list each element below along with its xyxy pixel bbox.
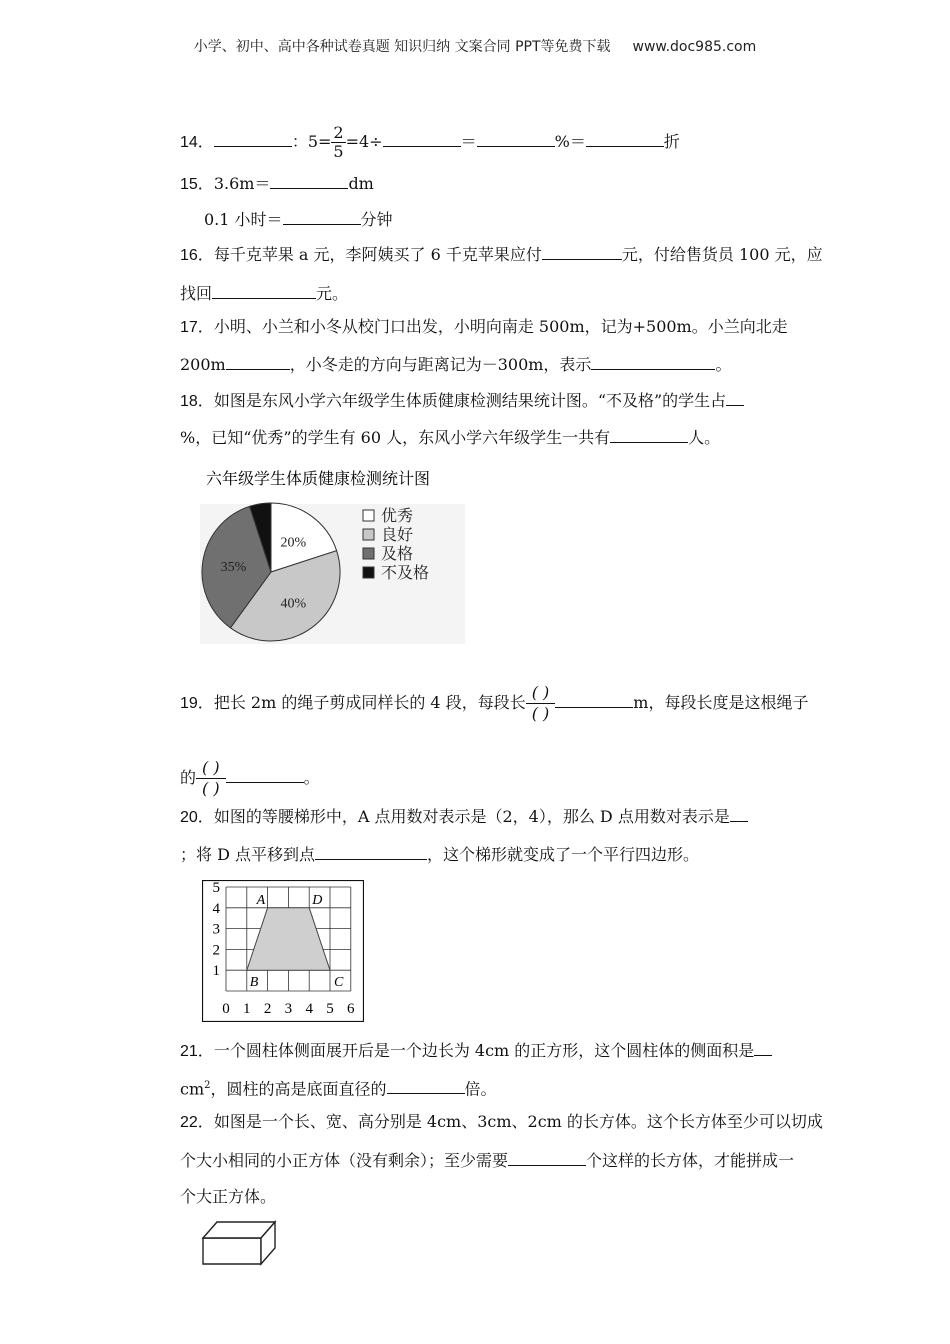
pie-label-3: 35% [220, 560, 247, 576]
q22-blank-1[interactable] [508, 1149, 586, 1166]
question-18 [180, 389, 744, 413]
x-tick-label: 2 [263, 1001, 272, 1017]
q14-text-a: ：5= [291, 132, 332, 151]
cuboid-drawing [200, 1216, 280, 1268]
q20-text-c: ，这个梯形就变成了一个平行四边形。 [427, 845, 700, 864]
question-16-line-2 [180, 282, 348, 305]
y-tick-label: 3 [212, 921, 220, 938]
q21-superscript: 2 [204, 1080, 211, 1091]
q14-text-d: %＝ [554, 132, 586, 151]
pie-chart [200, 462, 470, 652]
header-text: 小学、初中、高中各种试卷真题 知识归纳 文案合同 PPT等免费下载 [193, 39, 611, 55]
q19-paren-fraction-2[interactable] [196, 758, 226, 799]
x-tick-label: 4 [305, 1001, 313, 1017]
q16-text-c: 找回 [180, 284, 213, 303]
question-20 [180, 805, 748, 829]
q16-blank-2[interactable] [212, 282, 316, 299]
legend-label-2: 良好 [381, 525, 414, 544]
q15-blank-1[interactable] [270, 172, 348, 189]
legend-swatch-3 [363, 548, 374, 559]
x-tick-label: 5 [326, 1001, 334, 1017]
q18-text-a: 如图是东风小学六年级学生体质健康检测结果统计图。“不及格”的学生占 [213, 391, 727, 410]
q22-text-c: 个这样的长方体，才能拼成一 [586, 1151, 795, 1170]
q20-text-a: 如图的等腰梯形中，A 点用数对表示是（2，4），那么 D 点用数对表示是 [213, 807, 730, 826]
question-14 [180, 124, 680, 161]
q17-text-a: 小明、小兰和小冬从校门口出发，小明向南走 500m，记为+500m。小兰向北走 [213, 317, 788, 336]
q14-blank-2[interactable] [383, 130, 461, 147]
q18-blank-1[interactable] [726, 389, 744, 406]
point-label-B: B [249, 975, 259, 991]
q14-blank-3[interactable] [477, 130, 555, 147]
pie-chart-figure [200, 462, 470, 656]
q14-blank-4[interactable] [586, 130, 664, 147]
q22-text-b: 个大小相同的小正方体（没有剩余）；至少需要 [180, 1151, 509, 1170]
point-label-C: C [334, 975, 344, 991]
q19-frac1-top: ( ) [526, 683, 556, 704]
x-tick-label: 0 [222, 1001, 230, 1017]
trapezoid-grid-figure [202, 880, 364, 1026]
q18-text-b: %，已知“优秀”的学生有 60 人，东风小学六年级学生一共有 [180, 428, 611, 447]
question-21 [180, 1039, 772, 1063]
q14-frac-den: 5 [333, 142, 344, 161]
q17-blank-1[interactable] [226, 353, 290, 370]
q19-blank-2[interactable] [226, 766, 304, 783]
q20-blank-2[interactable] [315, 843, 427, 860]
pie-label-1: 20% [280, 535, 307, 551]
pie-title: 六年级学生体质健康检测统计图 [206, 471, 431, 488]
q19-text-c: 的 [180, 768, 197, 787]
q14-frac-num: 2 [333, 123, 344, 142]
legend-swatch-2 [363, 529, 374, 540]
q14-number: 14． [180, 134, 214, 151]
header-url[interactable]: www.doc985.com [632, 39, 757, 55]
q19-frac1-bottom: ( ) [531, 704, 550, 723]
question-17 [180, 316, 788, 339]
legend-label-1: 优秀 [381, 506, 414, 525]
question-15 [180, 172, 374, 196]
q17-text-b: 200m [180, 355, 226, 374]
question-19 [180, 683, 808, 724]
question-22 [180, 1111, 823, 1134]
pie-label-2: 40% [280, 596, 307, 612]
question-22-line-3 [180, 1186, 276, 1208]
q20-number: 20． [180, 809, 214, 826]
q20-text-b: ；将 D 点平移到点 [180, 845, 316, 864]
q19-frac2-bottom: ( ) [202, 779, 220, 798]
q18-text-c: 人。 [688, 428, 721, 447]
legend-swatch-4 [363, 567, 374, 578]
q17-number: 17． [180, 319, 214, 336]
q16-text-a: 每千克苹果 a 元，李阿姨买了 6 千克苹果应付 [213, 245, 542, 264]
q22-number: 22． [180, 1114, 214, 1131]
trapezoid-grid [202, 880, 364, 1022]
legend-swatch-1 [363, 510, 374, 521]
q14-blank-1[interactable] [214, 130, 292, 147]
q21-text-a: 一个圆柱体侧面展开后是一个边长为 4cm 的正方形，这个圆柱体的侧面积是 [213, 1041, 755, 1060]
q19-frac2-top: ( ) [196, 758, 226, 779]
q19-number: 19． [180, 695, 214, 712]
q16-blank-1[interactable] [542, 243, 622, 260]
q16-text-d: 元。 [316, 284, 349, 303]
q14-text-b: =4÷ [345, 132, 383, 151]
question-21-line-2 [180, 1075, 497, 1100]
q18-blank-2[interactable] [610, 426, 688, 443]
q17-text-c: ，小冬走的方向与距离记为－300m，表示 [289, 355, 592, 374]
y-tick-label: 4 [212, 900, 220, 917]
q21-text-b: cm [180, 1079, 205, 1099]
page-header [0, 36, 950, 56]
y-tick-label: 2 [212, 942, 220, 959]
question-17-line-2 [180, 353, 731, 376]
q21-text-c: ，圆柱的高是底面直径的 [210, 1079, 387, 1099]
q15-text-a: 3.6m＝ [213, 174, 271, 193]
q20-blank-1[interactable] [730, 805, 748, 822]
q15-blank-2[interactable] [283, 208, 361, 225]
question-16 [180, 243, 823, 267]
q19-paren-fraction-1[interactable] [526, 683, 556, 724]
question-15-line-2 [204, 208, 393, 231]
q15-text-c: 0.1 小时＝ [204, 210, 283, 229]
legend-label-3: 及格 [381, 544, 414, 563]
q14-fraction [331, 124, 345, 161]
q22-text-d: 个大正方体。 [180, 1187, 277, 1206]
point-label-A: A [256, 892, 266, 908]
question-22-line-2 [180, 1149, 794, 1172]
q14-text-c: ＝ [460, 132, 477, 151]
x-tick-label: 3 [284, 1001, 293, 1017]
q21-blank-1[interactable] [754, 1039, 772, 1056]
y-tick-label: 1 [212, 963, 220, 980]
x-tick-label: 1 [243, 1001, 251, 1017]
cuboid-figure [200, 1216, 280, 1272]
q21-text-d: 倍。 [464, 1079, 497, 1099]
q19-text-b: m，每段长度是这根绳子 [633, 693, 809, 712]
q19-blank-1[interactable] [555, 691, 633, 708]
q19-text-a: 把长 2m 的绳子剪成同样长的 4 段，每段长 [213, 693, 526, 712]
question-18-line-2 [180, 426, 720, 449]
q21-blank-2[interactable] [387, 1077, 465, 1094]
q15-number: 15． [180, 176, 214, 193]
q17-text-d: 。 [715, 355, 732, 374]
q17-blank-2[interactable] [591, 353, 715, 370]
q21-number: 21． [180, 1043, 214, 1060]
q18-number: 18． [180, 393, 214, 410]
q16-number: 16． [180, 247, 214, 264]
question-19-line-2: 的 ( ) ( ) 。 [180, 758, 320, 798]
x-tick-label: 6 [347, 1001, 355, 1017]
q14-text-e: 折 [663, 132, 680, 151]
q22-text-a: 如图是一个长、宽、高分别是 4cm、3cm、2cm 的长方体。这个长方体至少可以切成 [213, 1112, 823, 1131]
point-label-D: D [312, 892, 323, 908]
question-20-line-2 [180, 843, 699, 866]
legend-label-4: 不及格 [381, 563, 430, 582]
q16-text-b: 元，付给售货员 100 元，应 [621, 245, 823, 264]
y-tick-label: 5 [212, 880, 220, 896]
q15-text-d: 分钟 [360, 210, 393, 229]
q15-text-b: dm [348, 174, 374, 193]
cuboid-front [203, 1238, 261, 1264]
